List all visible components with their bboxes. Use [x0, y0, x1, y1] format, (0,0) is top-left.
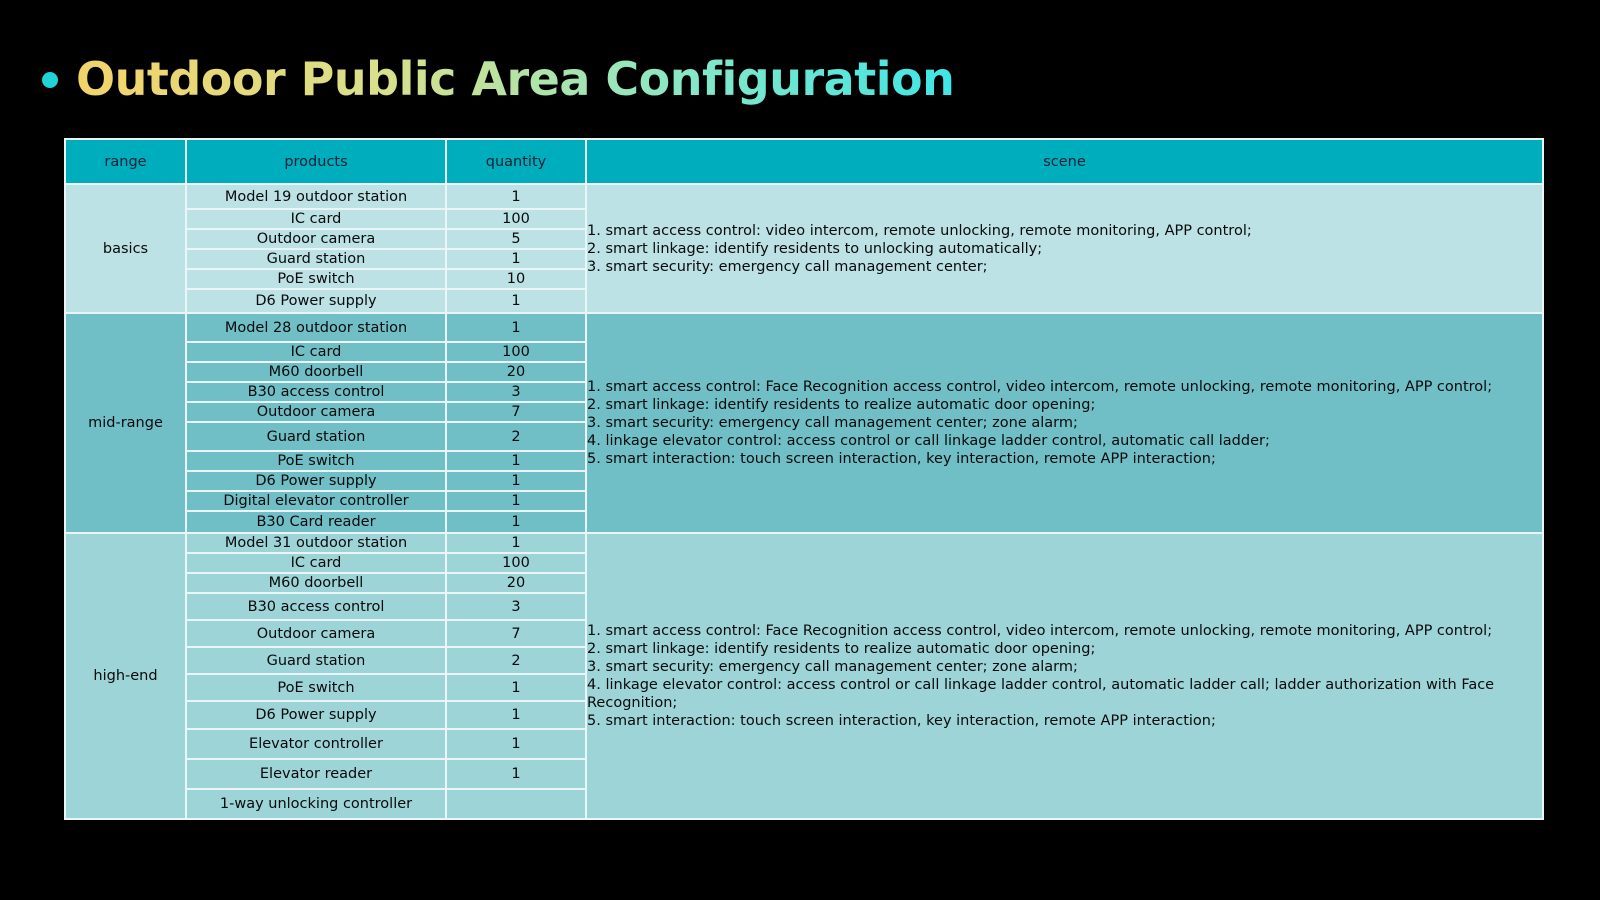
product-cell: PoE switch: [186, 451, 446, 471]
table-row: [65, 184, 1543, 209]
quantity-cell: 1: [446, 184, 586, 209]
quantity-cell: 1: [446, 313, 586, 342]
table-header-row: [65, 139, 1543, 184]
product-cell: IC card: [186, 209, 446, 229]
bullet-dot-icon: [42, 72, 58, 88]
scene-cell: [586, 184, 1543, 313]
quantity-cell: 1: [446, 511, 586, 533]
product-cell: Model 28 outdoor station: [186, 313, 446, 342]
product-cell: Digital elevator controller: [186, 491, 446, 511]
quantity-cell: 3: [446, 382, 586, 402]
range-cell: mid-range: [65, 313, 186, 533]
quantity-cell: 3: [446, 593, 586, 620]
quantity-cell: 100: [446, 209, 586, 229]
quantity-cell: 20: [446, 362, 586, 382]
scene-line: 4. linkage elevator control: access control or call linkage ladder control, automatic ladder call; ladder authorization with Face Recognition;: [587, 677, 1495, 711]
product-cell: Guard station: [186, 422, 446, 451]
scene-cell: [586, 313, 1543, 533]
quantity-cell: 10: [446, 269, 586, 289]
product-cell: B30 Card reader: [186, 511, 446, 533]
product-cell: Elevator reader: [186, 759, 446, 789]
product-cell: IC card: [186, 553, 446, 573]
quantity-cell: 1: [446, 729, 586, 759]
quantity-cell: 1: [446, 451, 586, 471]
range-cell: basics: [65, 184, 186, 313]
quantity-cell: 1: [446, 289, 586, 313]
product-cell: IC card: [186, 342, 446, 362]
product-cell: Outdoor camera: [186, 229, 446, 249]
product-cell: D6 Power supply: [186, 701, 446, 729]
quantity-cell: 1: [446, 674, 586, 701]
scene-line: 3. smart security: emergency call management center; zone alarm;: [587, 659, 1078, 675]
quantity-cell: 2: [446, 647, 586, 674]
quantity-cell: 1: [446, 249, 586, 269]
scene-line: 5. smart interaction: touch screen interaction, key interaction, remote APP interaction;: [587, 451, 1216, 467]
scene-line: 1. smart access control: Face Recognition access control, video intercom, remote unlocking, remote monitoring, APP control;: [587, 623, 1493, 639]
product-cell: M60 doorbell: [186, 573, 446, 593]
quantity-cell: 1: [446, 701, 586, 729]
product-cell: B30 access control: [186, 593, 446, 620]
product-cell: Outdoor camera: [186, 402, 446, 422]
product-cell: 1-way unlocking controller: [186, 789, 446, 819]
product-cell: Guard station: [186, 249, 446, 269]
table-row: [65, 533, 1543, 553]
quantity-cell: 2: [446, 422, 586, 451]
scene-line: 1. smart access control: video intercom, remote unlocking, remote monitoring, APP control;: [587, 222, 1252, 239]
quantity-cell: 7: [446, 402, 586, 422]
product-cell: Model 31 outdoor station: [186, 533, 446, 553]
product-cell: PoE switch: [186, 674, 446, 701]
title-bar: [42, 44, 954, 114]
quantity-cell: 1: [446, 759, 586, 789]
page-title: Outdoor Public Area Configuration: [76, 52, 955, 106]
product-cell: M60 doorbell: [186, 362, 446, 382]
scene-cell: [586, 533, 1543, 819]
product-cell: Elevator controller: [186, 729, 446, 759]
table-row: [65, 313, 1543, 342]
quantity-cell: 7: [446, 620, 586, 647]
product-cell: Guard station: [186, 647, 446, 674]
quantity-cell: 100: [446, 342, 586, 362]
quantity-cell: 1: [446, 491, 586, 511]
scene-line: 2. smart linkage: identify residents to realize automatic door opening;: [587, 641, 1096, 657]
scene-line: 1. smart access control: Face Recognition access control, video intercom, remote unlocking, remote monitoring, APP control;: [587, 379, 1493, 395]
configuration-table: [64, 138, 1544, 820]
scene-line: 4. linkage elevator control: access control or call linkage ladder control, automatic call ladder;: [587, 433, 1270, 449]
scene-line: 2. smart linkage: identify residents to unlocking automatically;: [587, 240, 1043, 257]
product-cell: D6 Power supply: [186, 471, 446, 491]
scene-line: 5. smart interaction: touch screen interaction, key interaction, remote APP interaction;: [587, 713, 1216, 729]
product-cell: PoE switch: [186, 269, 446, 289]
range-cell: high-end: [65, 533, 186, 819]
product-cell: D6 Power supply: [186, 289, 446, 313]
scene-line: 2. smart linkage: identify residents to realize automatic door opening;: [587, 397, 1096, 413]
product-cell: Outdoor camera: [186, 620, 446, 647]
quantity-cell: 20: [446, 573, 586, 593]
quantity-cell: 5: [446, 229, 586, 249]
product-cell: Model 19 outdoor station: [186, 184, 446, 209]
header-range: range: [65, 139, 186, 184]
scene-line: 3. smart security: emergency call management center;: [587, 258, 988, 275]
header-scene: scene: [586, 139, 1543, 184]
quantity-cell: [446, 789, 586, 819]
quantity-cell: 100: [446, 553, 586, 573]
header-products: products: [186, 139, 446, 184]
quantity-cell: 1: [446, 533, 586, 553]
quantity-cell: 1: [446, 471, 586, 491]
scene-line: 3. smart security: emergency call management center; zone alarm;: [587, 415, 1078, 431]
header-quantity: quantity: [446, 139, 586, 184]
product-cell: B30 access control: [186, 382, 446, 402]
